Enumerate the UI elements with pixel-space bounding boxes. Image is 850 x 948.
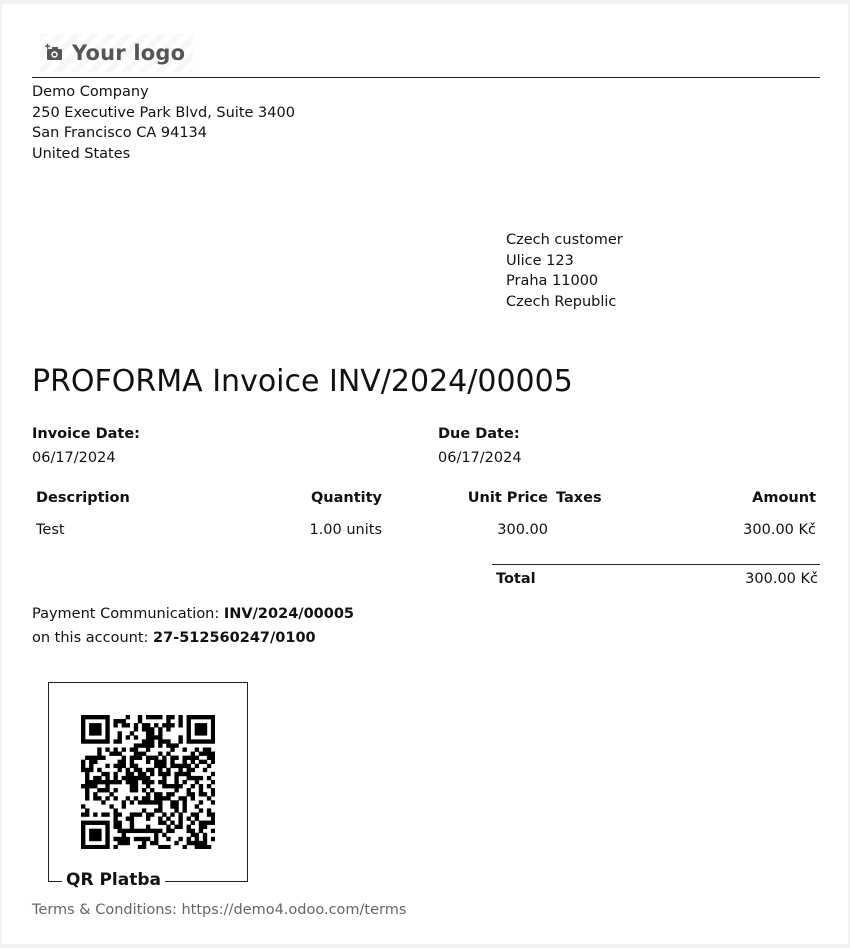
payment-communication [32,606,354,622]
invoice-page [2,4,848,944]
customer-street: Ulice 123 [506,252,574,269]
invoice-date-label: Invoice Date: [32,426,140,442]
payment-communication-label: Payment Communication: [32,606,220,622]
due-date-value: 06/17/2024 [438,450,522,466]
company-street: 250 Executive Park Blvd, Suite 3400 [32,104,295,121]
row-quantity: 1.00 units [309,522,382,538]
payment-account-value: 27-512560247/0100 [153,630,316,646]
row-amount: 300.00 Kč [743,522,816,538]
header-taxes: Taxes [556,490,602,506]
header-quantity: Quantity [310,490,382,506]
header-divider [32,77,820,78]
customer-address [506,230,623,312]
camera-plus-icon [44,43,64,63]
qr-platba-label: QR Platba [62,870,165,890]
company-logo-placeholder[interactable] [40,34,193,72]
invoice-date-value: 06/17/2024 [32,450,116,466]
company-name: Demo Company [32,84,149,100]
total-label: Total [496,571,536,587]
header-description: Description [36,490,130,506]
terms-and-conditions: Terms & Conditions: https://demo4.odoo.com/terms [32,902,407,918]
payment-account [32,630,316,646]
invoice-title: PROFORMA Invoice INV/2024/00005 [32,364,573,399]
company-country: United States [32,145,131,162]
payment-communication-value: INV/2024/00005 [223,606,355,622]
logo-text: Your logo [72,41,186,65]
company-address [32,82,295,164]
row-unit-price: 300.00 [497,522,548,538]
qr-platba-box [48,682,248,882]
qr-code [81,715,215,849]
header-unit-price: Unit Price [467,490,548,506]
total-divider [492,564,820,565]
due-date-label: Due Date: [438,426,520,442]
customer-country: Czech Republic [506,293,617,310]
header-amount: Amount [752,490,816,506]
company-city: San Francisco CA 94134 [32,125,207,141]
payment-account-label: on this account: [32,630,149,646]
row-description: Test [36,522,65,538]
customer-city: Praha 11000 [506,273,599,289]
total-value: 300.00 Kč [745,571,818,587]
customer-name: Czech customer [506,232,623,248]
